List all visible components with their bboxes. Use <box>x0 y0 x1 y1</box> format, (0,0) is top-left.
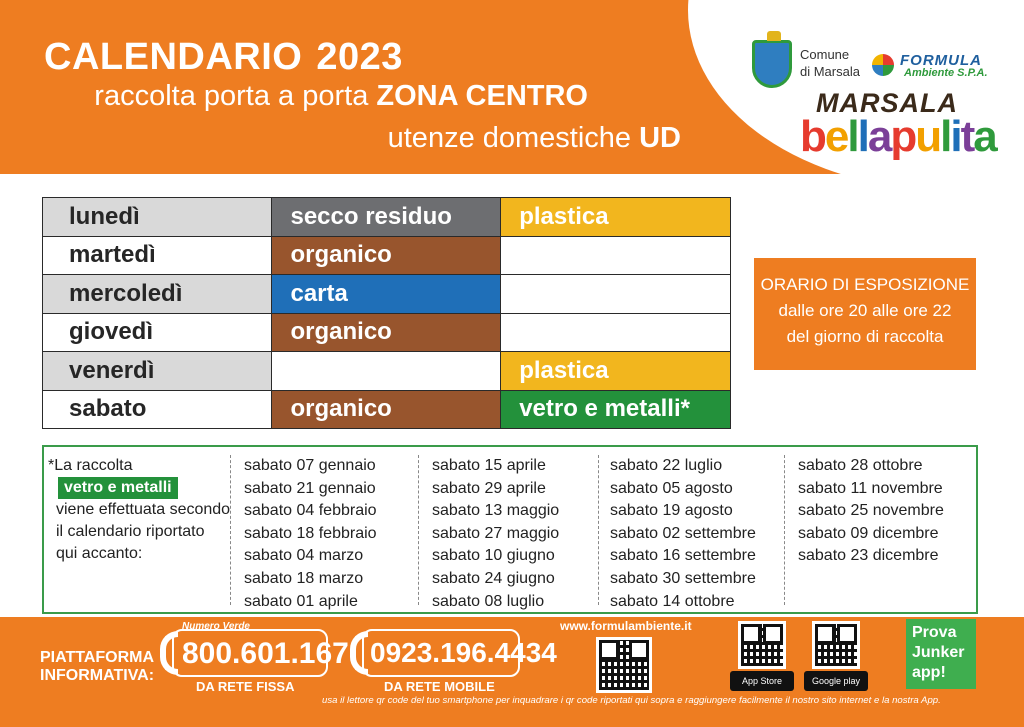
schedule-collection-1: organico <box>272 236 501 275</box>
junker-app-promo[interactable] <box>906 619 976 689</box>
collection-date: sabato 14 ottobre <box>610 592 735 610</box>
schedule-collection-1 <box>272 352 501 391</box>
vetro-note <box>48 455 238 565</box>
note-line3: viene effettuata secondo <box>56 501 231 518</box>
collection-date: sabato 15 aprile <box>432 457 546 474</box>
collection-date: sabato 24 giugno <box>432 569 555 587</box>
collection-date: sabato 10 giugno <box>432 547 555 565</box>
formula-name: FORMULA <box>900 52 982 69</box>
logo-letter: a <box>973 112 996 161</box>
collection-date: sabato 05 agosto <box>610 479 733 497</box>
schedule-collection-2 <box>501 275 731 314</box>
orario-line3: del giorno di raccolta <box>786 327 944 346</box>
phone-number-mobile[interactable]: 0923.196.4434 <box>370 637 557 668</box>
footer <box>0 617 1024 727</box>
phone-number-fissa[interactable]: 800.601.167 <box>182 637 349 670</box>
vetro-metalli-tag: vetro e metalli <box>58 477 178 499</box>
collection-date: sabato 30 settembre <box>610 569 756 587</box>
qr-code-website[interactable] <box>596 637 652 693</box>
collection-date: sabato 21 gennaio <box>244 479 376 497</box>
schedule-collection-2: plastica <box>501 352 731 391</box>
schedule-collection-2: plastica <box>501 198 731 237</box>
collection-date: sabato 09 dicembre <box>798 524 939 542</box>
dates-column-1 <box>244 455 377 613</box>
logo-letter: l <box>857 112 868 161</box>
collection-date: sabato 22 luglio <box>610 457 723 474</box>
orario-line1: ORARIO DI ESPOSIZIONE <box>760 275 970 294</box>
collection-date: sabato 29 aprile <box>432 479 546 497</box>
logo-letter: b <box>800 112 825 161</box>
collection-date: sabato 02 settembre <box>610 524 756 542</box>
collection-date: sabato 08 luglio <box>432 592 545 610</box>
schedule-day: martedì <box>43 236 272 275</box>
qr-disclaimer: usa il lettore qr code del tuo smartphone per inquadrare i qr code riportati qui sopra e raggiungere facilmente il nostro sito internet e la nostra App. <box>322 695 941 706</box>
comune-line1: Comune <box>800 47 850 62</box>
page-title <box>44 36 403 79</box>
collection-date: sabato 13 maggio <box>432 502 560 520</box>
dates-column-2 <box>432 455 559 613</box>
logo-letter: i <box>950 112 961 161</box>
schedule-row <box>43 313 731 352</box>
subtitle-utenze-bold: UD <box>639 122 681 154</box>
schedule-collection-2: vetro e metalli* <box>501 390 731 429</box>
phone-label-fissa: DA RETE FISSA <box>196 679 295 694</box>
formula-sub: Ambiente S.P.A. <box>904 67 988 79</box>
collection-date: sabato 28 ottobre <box>798 457 923 474</box>
comune-text <box>800 46 860 80</box>
schedule-row <box>43 236 731 275</box>
note-line1: *La raccolta <box>48 457 133 474</box>
title-text: CALENDARIO <box>44 36 303 78</box>
website-link[interactable]: www.formulambiente.it <box>560 619 692 633</box>
subtitle-zone-bold: ZONA CENTRO <box>376 80 588 112</box>
collection-date: sabato 18 marzo <box>244 569 364 587</box>
column-divider <box>230 455 231 605</box>
logo-letter: a <box>867 112 891 161</box>
comune-logo[interactable] <box>752 32 860 92</box>
qr-code-app-store[interactable] <box>738 621 786 669</box>
schedule-collection-1: organico <box>272 313 501 352</box>
piattaforma-label <box>40 649 154 685</box>
schedule-collection-2 <box>501 313 731 352</box>
note-line4: il calendario riportato <box>56 523 205 540</box>
schedule-collection-1: carta <box>272 275 501 314</box>
collection-date: sabato 23 dicembre <box>798 547 939 565</box>
collection-date: sabato 16 settembre <box>610 547 756 565</box>
dates-column-3 <box>610 455 756 613</box>
logo-letter: e <box>824 112 848 161</box>
schedule-row <box>43 198 731 237</box>
schedule-collection-1: secco residuo <box>272 198 501 237</box>
junker-line3: app! <box>912 664 946 681</box>
dates-column-4 <box>798 455 944 568</box>
column-divider <box>784 455 785 605</box>
collection-date: sabato 25 novembre <box>798 502 944 520</box>
collection-date: sabato 04 febbraio <box>244 502 377 520</box>
title-year: 2023 <box>316 36 403 78</box>
orario-line2: dalle ore 20 alle ore 22 <box>778 301 952 320</box>
logo-letter: u <box>915 112 941 161</box>
collection-date: sabato 04 marzo <box>244 547 364 565</box>
numero-verde-label: Numero Verde <box>182 621 250 632</box>
logo-letter: l <box>940 112 951 161</box>
schedule-collection-1: organico <box>272 390 501 429</box>
collection-date: sabato 01 aprile <box>244 592 358 610</box>
collection-date: sabato 11 novembre <box>798 479 943 497</box>
subtitle-zone-prefix: raccolta porta a porta <box>94 80 377 112</box>
subtitle-utenze-prefix: utenze domestiche <box>387 122 640 154</box>
schedule-row <box>43 275 731 314</box>
collection-date: sabato 19 agosto <box>610 502 733 520</box>
formula-mark-icon <box>872 54 894 76</box>
logo-letter: t <box>960 112 974 161</box>
schedule-day: sabato <box>43 390 272 429</box>
weekly-schedule-table <box>42 197 731 429</box>
marsala-bellapulita-logo-bottom <box>800 112 996 162</box>
logo-letter: p <box>890 112 916 161</box>
coat-of-arms-icon <box>752 40 792 88</box>
junker-line1: Prova <box>912 624 957 641</box>
schedule-day: lunedì <box>43 198 272 237</box>
schedule-row <box>43 390 731 429</box>
logo-letter: l <box>847 112 858 161</box>
header-banner <box>0 0 1024 174</box>
google-play-badge[interactable]: Google play <box>804 671 868 691</box>
schedule-day: venerdì <box>43 352 272 391</box>
comune-line2: di Marsala <box>800 64 860 79</box>
collection-date: sabato 18 febbraio <box>244 524 377 542</box>
marsala-bellapulita-logo-top: MARSALA <box>816 88 958 118</box>
schedule-day: mercoledì <box>43 275 272 314</box>
schedule-day: giovedì <box>43 313 272 352</box>
plat-line1: PIATTAFORMA <box>40 649 155 666</box>
schedule-row <box>43 352 731 391</box>
collection-date: sabato 27 maggio <box>432 524 560 542</box>
subtitle-utenze <box>388 122 681 155</box>
plat-line2: INFORMATIVA: <box>40 667 155 684</box>
app-store-badge[interactable]: App Store <box>730 671 794 691</box>
schedule-collection-2 <box>501 236 731 275</box>
column-divider <box>418 455 419 605</box>
qr-code-google-play[interactable] <box>812 621 860 669</box>
note-line5: qui accanto: <box>56 545 143 562</box>
column-divider <box>598 455 599 605</box>
vetro-metalli-box <box>42 445 978 614</box>
phone-label-mobile: DA RETE MOBILE <box>384 679 495 694</box>
collection-date: sabato 07 gennaio <box>244 457 376 474</box>
subtitle-zone <box>94 80 588 113</box>
junker-line2: Junker <box>912 644 965 661</box>
orario-box <box>754 258 976 370</box>
